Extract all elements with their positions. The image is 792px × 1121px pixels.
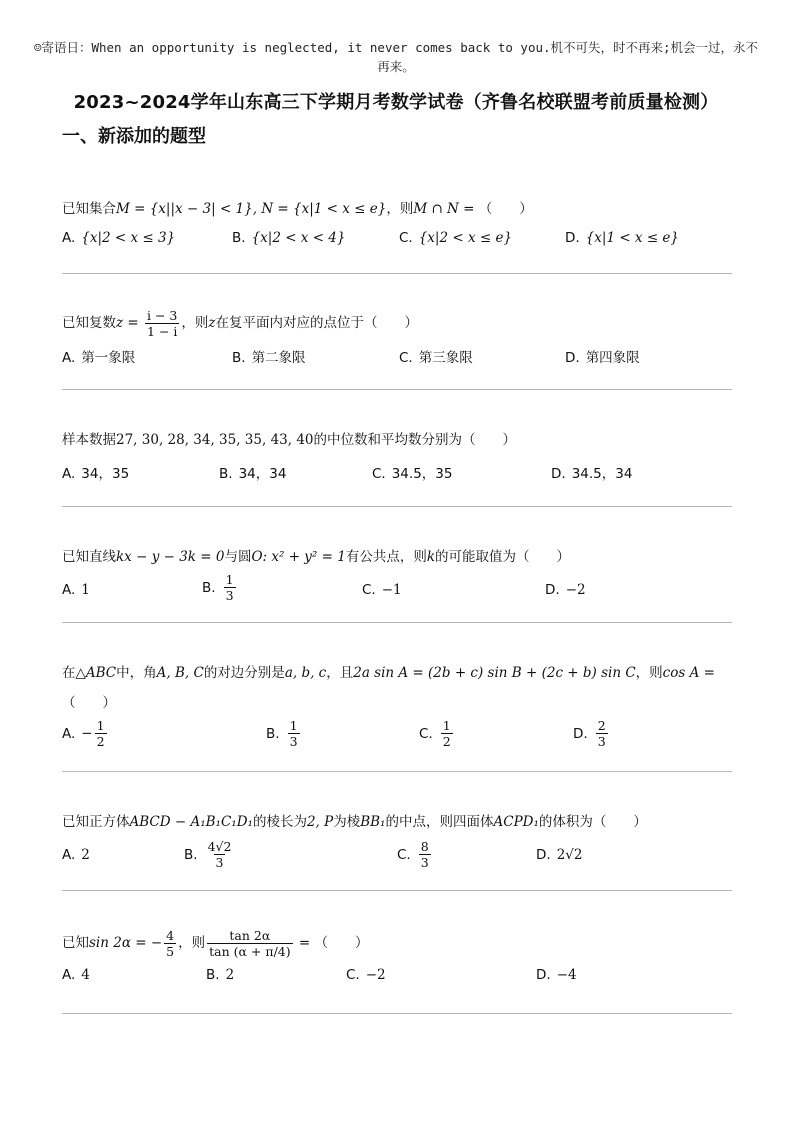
option-text: 2√2 (556, 847, 583, 863)
option-letter: B. (202, 579, 216, 596)
option-d[interactable] (565, 230, 679, 246)
option-text: {x|2 < x ≤ e} (418, 230, 513, 246)
option-c[interactable] (362, 582, 402, 598)
divider (62, 890, 732, 891)
option-text: 34，34 (238, 466, 287, 482)
option-d[interactable] (573, 718, 610, 749)
option-letter: C. (397, 846, 411, 863)
option-letter: A. (62, 582, 76, 598)
option-letter: B. (219, 466, 233, 482)
question-4-options (62, 572, 732, 612)
option-text: 第一象限 (81, 350, 136, 366)
option-text: 1 (81, 582, 90, 598)
stem-text: 已知直线 (62, 549, 116, 565)
fraction-numerator: i − 3 (147, 307, 178, 323)
question-6-options (62, 839, 732, 879)
stem-text: 与圆 (224, 549, 252, 565)
section-heading: 一、新添加的题型 (62, 126, 206, 147)
fraction-denominator: 3 (215, 855, 224, 870)
option-b[interactable] (266, 718, 302, 749)
stem-math: 2a sin A = (2b + c) sin B + (2c + b) sin C (353, 665, 636, 681)
divider (62, 506, 732, 507)
fraction (206, 839, 234, 870)
option-sign: − (81, 725, 93, 742)
fraction-denominator: 3 (597, 734, 606, 749)
question-3 (62, 429, 732, 492)
option-text: {x|1 < x ≤ e} (585, 230, 680, 246)
option-text: 第三象限 (418, 350, 473, 366)
stem-text: 的对边分别是 (203, 665, 285, 681)
option-letter: C. (419, 725, 433, 742)
stem-math: △ABC (75, 665, 117, 681)
question-1-options (62, 230, 732, 260)
divider (62, 622, 732, 623)
option-c[interactable] (372, 462, 452, 482)
question-7-stem (62, 923, 732, 963)
option-b[interactable] (232, 346, 306, 366)
option-text: 第四象限 (585, 350, 640, 366)
stem-text: 已知复数 (62, 315, 116, 331)
option-c[interactable] (399, 346, 473, 366)
question-5 (62, 662, 732, 758)
option-letter: D. (545, 582, 560, 598)
stem-text: 在 (62, 665, 76, 681)
stem-math: 2, P (306, 814, 334, 830)
stem-text: 已知正方体 (62, 814, 130, 830)
fraction-numerator: 2 (597, 718, 606, 733)
stem-text: 的可能取值为（ ） (435, 549, 571, 565)
option-letter: D. (573, 725, 588, 742)
fraction-denominator: 3 (289, 734, 298, 749)
option-letter: C. (362, 582, 376, 598)
divider (62, 771, 732, 772)
stem-math: z (208, 315, 216, 331)
option-text: 34，35 (81, 466, 130, 482)
option-letter: B. (206, 967, 220, 983)
stem-text: 样本数据 (62, 432, 116, 448)
option-letter: C. (346, 967, 360, 983)
option-letter: D. (565, 230, 580, 246)
option-text: −2 (565, 582, 586, 598)
stem-math: z = (116, 315, 139, 331)
stem-text: ，则 (635, 665, 663, 681)
question-2-options (62, 346, 732, 376)
stem-math: A, B, C (156, 665, 204, 681)
stem-math: a, b, c (284, 665, 327, 681)
header-motto: ☺寄语日：When an opportunity is neglected, it never comes back to you.机不可失，时不再来;机会一过，永不再来。 (33, 40, 759, 74)
fraction-denominator: 3 (225, 588, 234, 603)
option-b[interactable] (219, 462, 286, 482)
option-letter: A. (62, 847, 76, 863)
stem-math: kx − y − 3k = 0 (116, 549, 225, 565)
divider (62, 273, 732, 274)
fraction-denominator: 2 (96, 734, 105, 749)
stem-text: 的棱长为 (252, 814, 307, 830)
option-letter: B. (232, 350, 246, 366)
option-letter: A. (62, 725, 76, 742)
option-letter: B. (232, 230, 246, 246)
question-1 (62, 198, 732, 260)
question-7-options (62, 967, 732, 997)
question-6-stem (62, 811, 732, 833)
stem-text: 有公共点，则 (345, 549, 427, 565)
fraction (145, 308, 179, 339)
fraction (596, 718, 608, 749)
option-letter: B. (266, 725, 280, 742)
stem-text: = （ ） (294, 935, 369, 951)
stem-text: 已知集合 (62, 201, 116, 217)
fraction-denominator: 1 − i (147, 323, 178, 339)
fraction (164, 928, 176, 959)
option-a[interactable] (62, 967, 90, 983)
option-a[interactable] (62, 582, 90, 598)
option-c[interactable] (419, 718, 455, 749)
question-1-stem (62, 198, 732, 220)
fraction-denominator: 2 (442, 734, 451, 749)
stem-math: BB₁ (360, 814, 386, 830)
fraction (95, 718, 107, 749)
stem-math: cos A = (662, 665, 715, 681)
option-c[interactable] (397, 839, 433, 870)
option-d[interactable] (545, 582, 586, 598)
option-letter: A. (62, 466, 76, 482)
option-text: {x|2 < x < 4} (251, 230, 346, 246)
option-letter: A. (62, 350, 76, 366)
option-text: 第二象限 (251, 350, 306, 366)
option-letter: C. (399, 230, 413, 246)
option-a[interactable] (62, 230, 175, 246)
option-letter: D. (536, 967, 551, 983)
question-4 (62, 546, 732, 612)
option-b[interactable] (202, 572, 238, 603)
question-6 (62, 811, 732, 879)
option-letter: C. (399, 350, 413, 366)
question-2 (62, 304, 732, 376)
stem-math: k (426, 549, 436, 565)
stem-math: 27, 30, 28, 34, 35, 35, 43, 40 (116, 432, 314, 448)
fraction (288, 718, 300, 749)
stem-text: 的体积为（ ） (538, 814, 647, 830)
option-letter: A. (62, 230, 76, 246)
option-b[interactable] (184, 839, 235, 870)
stem-math: M ∩ N (413, 201, 459, 217)
stem-text: 的中点，则四面体 (385, 814, 494, 830)
stem-text: ，则 (178, 935, 206, 951)
fraction (224, 572, 236, 603)
stem-math: M = {x||x − 3| < 1}, N = {x|1 < x ≤ e} (116, 201, 387, 217)
fraction-numerator: 4 (166, 927, 175, 943)
option-b[interactable] (232, 230, 345, 246)
option-a[interactable] (62, 718, 109, 749)
stem-text: ，则 (386, 201, 414, 217)
question-4-stem (62, 546, 732, 568)
divider (62, 1013, 732, 1014)
option-letter: D. (565, 350, 580, 366)
question-2-stem (62, 304, 732, 342)
stem-math: ABCD − A₁B₁C₁D₁ (129, 814, 253, 830)
option-letter: D. (536, 847, 551, 863)
fraction-denominator: 5 (166, 943, 175, 959)
option-a[interactable] (62, 462, 129, 482)
option-letter: D. (551, 466, 566, 482)
stem-text: ，则 (181, 315, 209, 331)
option-text: 34.5，35 (391, 466, 453, 482)
fraction-numerator: 8 (420, 839, 429, 854)
option-a[interactable] (62, 346, 135, 366)
fraction-numerator: 1 (289, 718, 298, 733)
fraction-numerator: 1 (96, 718, 105, 733)
fraction-denominator: 3 (420, 855, 429, 870)
option-text: 2 (81, 847, 90, 863)
fraction (441, 718, 453, 749)
stem-math: sin 2α = − (89, 935, 163, 951)
fraction-denominator: tan (α + π/4) (209, 943, 291, 959)
option-text: −2 (365, 967, 386, 983)
option-c[interactable] (346, 967, 386, 983)
divider (62, 389, 732, 390)
stem-math: O: x² + y² = 1 (251, 549, 346, 565)
question-7 (62, 923, 732, 997)
fraction-numerator: 1 (225, 572, 234, 587)
option-letter: A. (62, 967, 76, 983)
fraction-numerator: 4√2 (207, 839, 232, 854)
option-c[interactable] (399, 230, 512, 246)
question-5-stem-line2: （ ） (62, 695, 116, 711)
option-text: 34.5，34 (571, 466, 633, 482)
option-letter: C. (372, 466, 386, 482)
stem-math: ACPD₁ (493, 814, 539, 830)
question-5-options (62, 718, 732, 758)
question-3-stem (62, 429, 732, 451)
option-letter: B. (184, 846, 198, 863)
option-text: −1 (381, 582, 402, 598)
stem-text: 的中位数和平均数分别为（ ） (313, 432, 517, 448)
fraction-numerator: tan 2α (229, 927, 271, 943)
question-5-stem (62, 662, 732, 684)
option-text: 2 (225, 967, 235, 983)
option-d[interactable] (551, 462, 632, 482)
fraction (207, 928, 293, 959)
stem-text: 已知 (62, 935, 89, 951)
option-text: {x|2 < x ≤ 3} (81, 230, 176, 246)
exam-title: 2023~2024学年山东高三下学期月考数学试卷（齐鲁名校联盟考前质量检测） (73, 92, 719, 113)
stem-text: 中，角 (116, 665, 157, 681)
question-3-options (62, 462, 732, 492)
stem-text: 为棱 (333, 814, 361, 830)
stem-text: = （ ） (458, 201, 533, 217)
fraction-numerator: 1 (442, 718, 451, 733)
stem-text: 在复平面内对应的点位于（ ） (215, 315, 419, 331)
option-text: −4 (556, 967, 577, 983)
option-a[interactable] (62, 847, 90, 863)
option-b[interactable] (206, 967, 234, 983)
stem-text: ，且 (326, 665, 354, 681)
option-d[interactable] (536, 847, 582, 863)
fraction (419, 839, 431, 870)
option-d[interactable] (565, 346, 640, 366)
option-text: 4 (81, 967, 90, 983)
option-d[interactable] (536, 967, 577, 983)
